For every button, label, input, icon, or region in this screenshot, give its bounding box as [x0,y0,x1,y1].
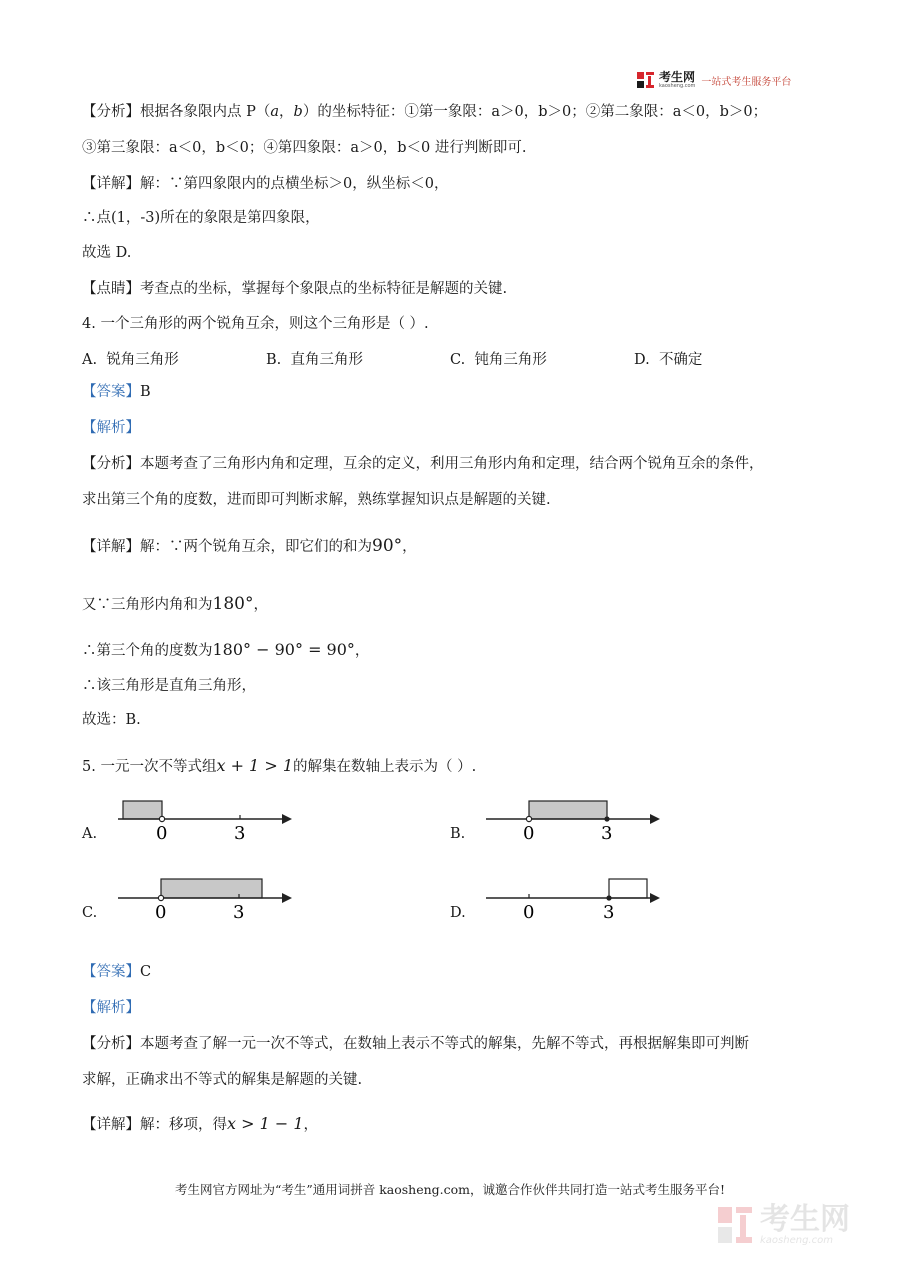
tick-label-3: 3 [233,902,245,923]
q4-detail-line-4: ∴该三角形是直角三角形， [82,678,256,694]
q4-detail-line-1: 【详解】解：∵两个锐角互余，即它们的和为90°， [82,536,417,556]
q4-detail-line-2: 又∵三角形内角和为180°， [82,594,268,614]
answer-value: B [140,384,151,400]
q3-detail-line-1: 【详解】解：∵第四象限内的点横坐标＞0，纵坐标＜0， [82,176,449,192]
footer-text: 考生网官方网址为“考生”通用词拼音 kaosheng.com，诚邀合作伙伴共同打造一站式考生服务平台! [174,1182,726,1197]
answer-tag: 【答案】 [82,964,140,980]
open-point [526,816,531,821]
q5-analysis-line-1: 【分析】本题考查了解一元一次不等式，在数轴上表示不等式的解集，先解不等式，再根据解集即可判断 [82,1036,749,1052]
q5-option-b-numberline [478,795,668,845]
q5-option-b-letter: B. [450,826,466,842]
watermark [716,1203,850,1247]
closed-point [606,895,611,900]
tick-label-3: 3 [601,823,613,844]
q3-analysis-line-2: ③第三象限：a＜0，b＜0；④第四象限：a＞0，b＜0 进行判断即可. [82,140,527,156]
q4-stem: 4. 一个三角形的两个锐角互余，则这个三角形是（ ）. [82,316,429,332]
q4-detail-line-5: 故选：B. [82,712,141,728]
q5-option-c-numberline [110,874,300,924]
header-logo [636,68,791,92]
logo-sub: kaosheng.com [659,83,696,89]
q4-option-d: D. 不确定 [634,352,703,368]
q5-option-a-numberline [110,795,300,845]
q3-point-line: 【点睛】考查点的坐标，掌握每个象限点的坐标特征是解题的关键. [82,281,508,297]
closed-point [604,816,609,821]
q4-analysis-line-2: 求出第三个角的度数，进而即可判断求解，熟练掌握知识点是解题的关键. [82,492,551,508]
watermark-logo-icon [716,1203,756,1247]
q4-jiexi-tag: 【解析】 [82,420,140,436]
q3-detail-line-3: 故选 D. [82,245,132,261]
q5-analysis-line-2: 求解，正确求出不等式的解集是解题的关键. [82,1072,363,1088]
point-tag: 【点睛】 [82,281,140,297]
q3-analysis-line-1: 【分析】根据各象限内点 P（a，b）的坐标特征：①第一象限：a＞0，b＞0；②第二象限：a＜0，b＞0； [82,104,768,120]
q5-stem: 5. 一元一次不等式组x + 1 > 1的解集在数轴上表示为（ ）. [82,756,477,775]
shade-region [123,801,162,819]
arrow-icon [650,814,660,824]
q4-analysis-line-1: 【分析】本题考查了三角形内角和定理，互余的定义，利用三角形内角和定理，结合两个锐角互余的条件， [82,456,764,472]
shade-region [161,879,262,898]
q4-answer [82,382,151,402]
q5-option-d-numberline [478,874,668,924]
answer-value: C [140,964,152,980]
shade-region [609,879,647,898]
q5-detail-line-1: 【详解】解：移项，得x > 1 − 1， [82,1114,319,1133]
open-point [159,816,164,821]
tick-label-3: 3 [234,823,246,844]
q5-answer [82,962,151,982]
tick-label-0: 0 [523,823,535,844]
kaosheng-logo-icon [636,70,656,90]
arrow-icon [650,893,660,903]
tick-label-3: 3 [603,902,615,923]
q4-option-b: B. 直角三角形 [266,352,363,368]
q4-detail-line-3: ∴第三个角的度数为180° − 90° = 90°， [82,640,370,659]
tick-label-0: 0 [155,902,167,923]
watermark-sub: kaosheng.com [760,1234,833,1246]
q4-option-a: A. 锐角三角形 [82,352,179,368]
open-point [158,895,163,900]
header-slogan: 一站式考生服务平台 [701,76,792,88]
tick-label-0: 0 [523,902,535,923]
logo-text: 考生网 [659,70,696,84]
arrow-icon [282,814,292,824]
watermark-text: 考生网 [760,1201,850,1237]
q5-option-a-letter: A. [82,826,98,842]
q5-jiexi-tag: 【解析】 [82,1000,140,1016]
answer-tag: 【答案】 [82,384,140,400]
tick-label-0: 0 [156,823,168,844]
q3-detail-line-2: ∴点(1，-3)所在的象限是第四象限， [82,210,320,226]
detail-tag: 【详解】 [82,176,140,192]
analysis-tag: 【分析】 [82,104,140,120]
q4-option-c: C. 钝角三角形 [450,352,547,368]
shade-region [529,801,607,819]
arrow-icon [282,893,292,903]
q5-option-d-letter: D. [450,905,466,921]
q5-option-c-letter: C. [82,905,98,921]
